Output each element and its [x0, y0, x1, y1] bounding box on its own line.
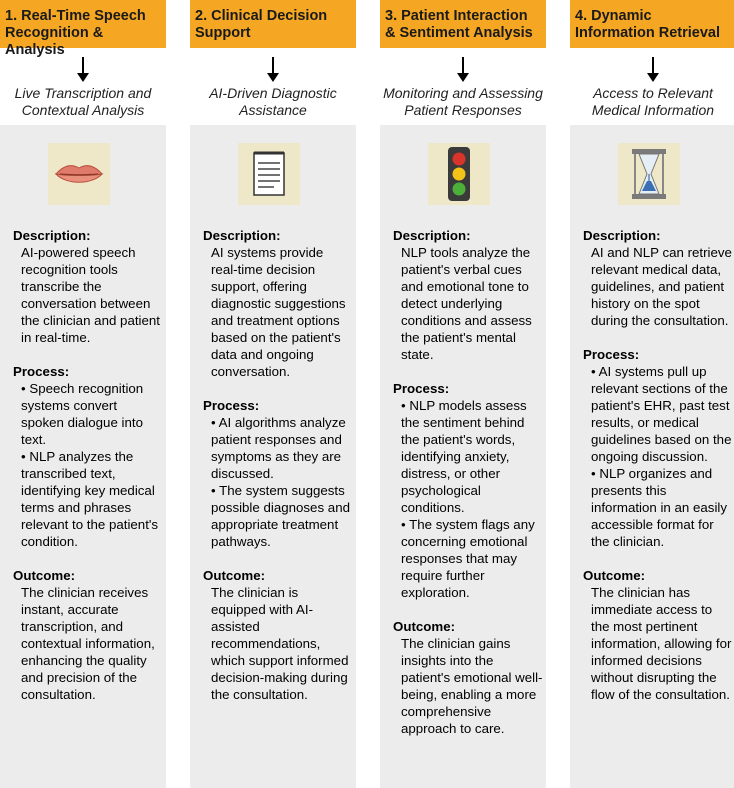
column-body [393, 227, 543, 737]
outcome-label: Outcome: [203, 568, 266, 583]
outcome-label: Outcome: [583, 568, 646, 583]
column-body [583, 227, 733, 703]
column-information-retrieval [570, 0, 734, 788]
column-header: 1. Real-Time Speech Recognition & Analysis [0, 0, 166, 48]
process-item: • The system suggests possible diagnoses and appropriate treatment pathways. [211, 483, 350, 549]
column-clinical-decision-support [190, 0, 356, 788]
lips-icon [48, 143, 110, 205]
column-subtitle: Access to Relevant Medical Information [591, 85, 715, 118]
process-item: • NLP organizes and presents this information in an easily accessible format for the clinician. [591, 466, 727, 549]
column-sentiment-analysis [380, 0, 546, 788]
column-subtitle: AI-Driven Diagnostic Assistance [209, 85, 337, 118]
column-subtitle: Live Transcription and Contextual Analysis [14, 85, 152, 118]
description-label: Description: [583, 228, 661, 243]
column-header: 4. Dynamic Information Retrieval [570, 0, 734, 48]
description-text: AI-powered speech recognition tools transcribe the conversation between the clinician and patient in real-time. [21, 245, 160, 345]
outcome-label: Outcome: [13, 568, 76, 583]
outcome-text: The clinician has immediate access to the most pertinent information, allowing for informed decisions without disrupting the flow of the consultation. [591, 585, 732, 702]
description-label: Description: [203, 228, 281, 243]
process-label: Process: [13, 364, 70, 379]
description-label: Description: [13, 228, 91, 243]
down-arrow-icon [453, 57, 473, 83]
column-panel [0, 125, 166, 788]
description-label: Description: [393, 228, 471, 243]
column-speech-recognition [0, 0, 166, 788]
process-item: • The system flags any concerning emotional responses that may require further exploration. [401, 517, 535, 600]
process-label: Process: [393, 381, 450, 396]
outcome-text: The clinician is equipped with AI-assisted recommendations, which support informed decision-making during the consultation. [211, 585, 349, 702]
outcome-label: Outcome: [393, 619, 456, 634]
notepad-icon [238, 143, 300, 205]
hourglass-icon [618, 143, 680, 205]
column-header: 3. Patient Interaction & Sentiment Analysis [380, 0, 546, 48]
process-item: • Speech recognition systems convert spoken dialogue into text. [21, 381, 144, 447]
column-panel [190, 125, 356, 788]
down-arrow-icon [73, 57, 93, 83]
column-panel [380, 125, 546, 788]
down-arrow-icon [643, 57, 663, 83]
process-item: • AI algorithms analyze patient responses and symptoms as they are discussed. [211, 415, 346, 481]
down-arrow-icon [263, 57, 283, 83]
process-item: • AI systems pull up relevant sections of the patient's EHR, past test results, or medical guidelines based on the ongoing discussion. [591, 364, 732, 464]
process-item: • NLP models assess the sentiment behind the patient's words, identifying anxiety, distress, or other psychological conditions. [401, 398, 527, 515]
traffic-light-icon [428, 143, 490, 205]
description-text: AI and NLP can retrieve relevant medical data, guidelines, and patient history on the spot during the consultation. [591, 245, 732, 328]
description-text: NLP tools analyze the patient's verbal cues and emotional tone to detect underlying conditions and assess the patient's mental state. [401, 245, 532, 362]
column-panel [570, 125, 734, 788]
process-label: Process: [583, 347, 640, 362]
outcome-text: The clinician gains insights into the patient's emotional well-being, enabling a more comprehensive approach to care. [401, 636, 543, 736]
column-subtitle: Monitoring and Assessing Patient Responses [383, 85, 543, 118]
description-text: AI systems provide real-time decision support, offering diagnostic suggestions and treatment options based on the patient's data and ongoing conversation. [211, 245, 346, 379]
column-body [203, 227, 353, 703]
process-label: Process: [203, 398, 260, 413]
process-item: • NLP analyzes the transcribed text, identifying key medical terms and phrases relevant to the patient's condition. [21, 449, 159, 549]
outcome-text: The clinician receives instant, accurate transcription, and contextual information, enhancing the quality and precision of the consultation. [21, 585, 155, 702]
column-header: 2. Clinical Decision Support [190, 0, 356, 48]
column-body [13, 227, 163, 703]
